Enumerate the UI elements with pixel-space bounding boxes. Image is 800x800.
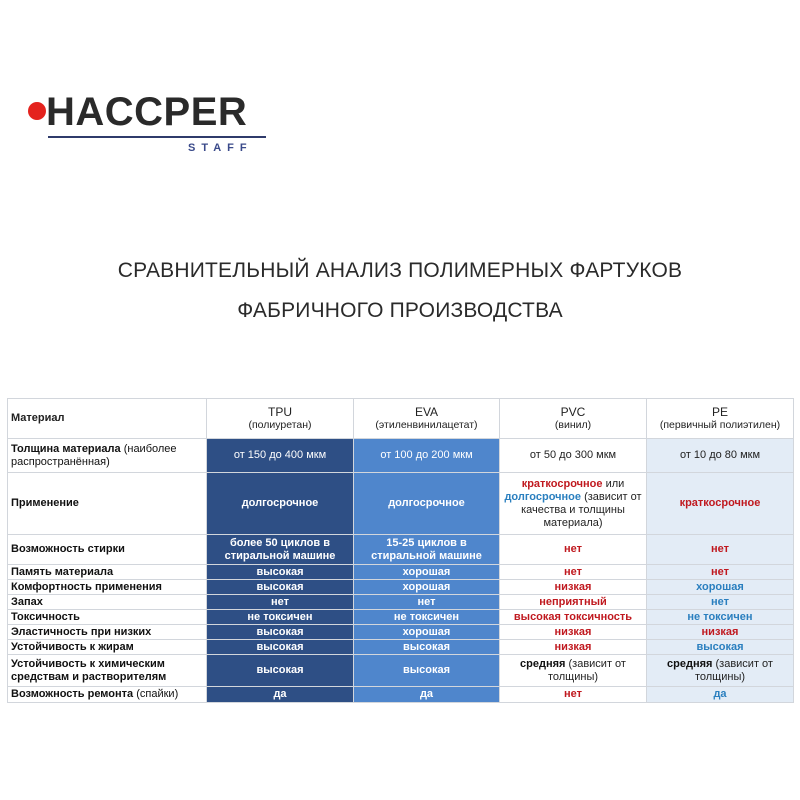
cell-pe-chem: средняя (зависит от толщины) xyxy=(647,655,794,687)
table-row xyxy=(8,625,794,640)
cell-tpu-wash: более 50 циклов в стиральной машине xyxy=(207,535,354,565)
cell-tpu-usage: долгосрочное xyxy=(207,473,354,535)
cell-pe-elasticity: низкая xyxy=(647,625,794,640)
row-label-toxicity: Токсичность xyxy=(8,610,207,625)
cell-pvc-thickness: от 50 до 300 мкм xyxy=(500,439,647,473)
cell-pe-repair: да xyxy=(647,687,794,703)
table-row xyxy=(8,439,794,473)
cell-eva-comfort: хорошая xyxy=(354,580,500,595)
row-label-smell: Запах xyxy=(8,595,207,610)
cell-eva-thickness: от 100 до 200 мкм xyxy=(354,439,500,473)
logo-subtitle: STAFF xyxy=(188,142,253,154)
cell-pvc-smell: неприятный xyxy=(500,595,647,610)
cell-pe-thickness: от 10 до 80 мкм xyxy=(647,439,794,473)
header-tpu-name: TPU xyxy=(268,404,292,419)
table-header-row xyxy=(8,399,794,439)
cell-tpu-thickness: от 150 до 400 мкм xyxy=(207,439,354,473)
table-row xyxy=(8,610,794,625)
header-pe xyxy=(647,399,794,439)
cell-eva-elasticity: хорошая xyxy=(354,625,500,640)
logo-underline xyxy=(48,136,266,138)
cell-tpu-smell: нет xyxy=(207,595,354,610)
cell-pe-comfort: хорошая xyxy=(647,580,794,595)
cell-eva-memory: хорошая xyxy=(354,565,500,580)
cell-tpu-memory: высокая xyxy=(207,565,354,580)
cell-pe-wash: нет xyxy=(647,535,794,565)
cell-pe-smell: нет xyxy=(647,595,794,610)
cell-eva-toxicity: не токсичен xyxy=(354,610,500,625)
cell-pe-memory: нет xyxy=(647,565,794,580)
cell-pvc-chem: средняя (зависит от толщины) xyxy=(500,655,647,687)
header-eva-name: EVA xyxy=(414,404,439,419)
cell-tpu-repair: да xyxy=(207,687,354,703)
cell-pvc-memory: нет xyxy=(500,565,647,580)
cell-eva-usage: долгосрочное xyxy=(354,473,500,535)
header-eva xyxy=(354,399,500,439)
cell-eva-fat: высокая xyxy=(354,640,500,655)
cell-pe-toxicity: не токсичен xyxy=(647,610,794,625)
cell-pvc-fat: низкая xyxy=(500,640,647,655)
header-pvc-sub: (винил) xyxy=(554,418,592,431)
row-label-memory: Память материала xyxy=(8,565,207,580)
logo-name: HACCPER xyxy=(46,90,248,134)
cell-eva-repair: да xyxy=(354,687,500,703)
cell-pvc-repair: нет xyxy=(500,687,647,703)
cell-pe-fat: высокая xyxy=(647,640,794,655)
table-row xyxy=(8,595,794,610)
cell-eva-chem: высокая xyxy=(354,655,500,687)
header-pvc xyxy=(500,399,647,439)
cell-eva-smell: нет xyxy=(354,595,500,610)
header-eva-sub: (этиленвинилацетат) xyxy=(375,418,478,431)
cell-tpu-chem: высокая xyxy=(207,655,354,687)
header-material: Материал xyxy=(8,399,207,439)
table-row xyxy=(8,473,794,535)
header-pe-name: PE xyxy=(711,404,728,419)
logo-dot-icon xyxy=(28,102,46,120)
cell-pvc-elasticity: низкая xyxy=(500,625,647,640)
row-label-wash: Возможность стирки xyxy=(8,535,207,565)
page-title-line-1: СРАВНИТЕЛЬНЫЙ АНАЛИЗ ПОЛИМЕРНЫХ ФАРТУКОВ xyxy=(117,259,683,282)
row-label-thickness: Толщина материала (наиболее распространённая) xyxy=(8,439,207,473)
cell-pe-usage: краткосрочное xyxy=(647,473,794,535)
page-title-line-2: ФАБРИЧНОГО ПРОИЗВОДСТВА xyxy=(237,299,563,322)
cell-eva-wash: 15-25 циклов в стиральной машине xyxy=(354,535,500,565)
table-row xyxy=(8,535,794,565)
table-row xyxy=(8,565,794,580)
table-row xyxy=(8,580,794,595)
header-pe-sub: (первичный полиэтилен) xyxy=(659,418,781,431)
row-label-comfort: Комфортность применения xyxy=(8,580,207,595)
cell-pvc-wash: нет xyxy=(500,535,647,565)
row-label-repair: Возможность ремонта (спайки) xyxy=(8,687,207,703)
row-label-chem: Устойчивость к химическим средствам и растворителям xyxy=(8,655,207,687)
cell-pvc-comfort: низкая xyxy=(500,580,647,595)
header-tpu xyxy=(207,399,354,439)
row-label-fat: Устойчивость к жирам xyxy=(8,640,207,655)
cell-tpu-fat: высокая xyxy=(207,640,354,655)
cell-tpu-comfort: высокая xyxy=(207,580,354,595)
header-tpu-sub: (полиуретан) xyxy=(248,418,312,431)
brand-logo xyxy=(26,92,276,162)
row-label-usage: Применение xyxy=(8,473,207,535)
row-label-elasticity: Эластичность при низких xyxy=(8,625,207,640)
header-pvc-name: PVC xyxy=(560,404,586,419)
table-row xyxy=(8,655,794,687)
cell-tpu-toxicity: не токсичен xyxy=(207,610,354,625)
table-row xyxy=(8,687,794,703)
cell-tpu-elasticity: высокая xyxy=(207,625,354,640)
table-row xyxy=(8,640,794,655)
cell-pvc-toxicity: высокая токсичность xyxy=(500,610,647,625)
comparison-table xyxy=(7,398,794,703)
cell-pvc-usage: краткосрочное или долгосрочное (зависит от качества и толщины материала) xyxy=(500,473,647,535)
